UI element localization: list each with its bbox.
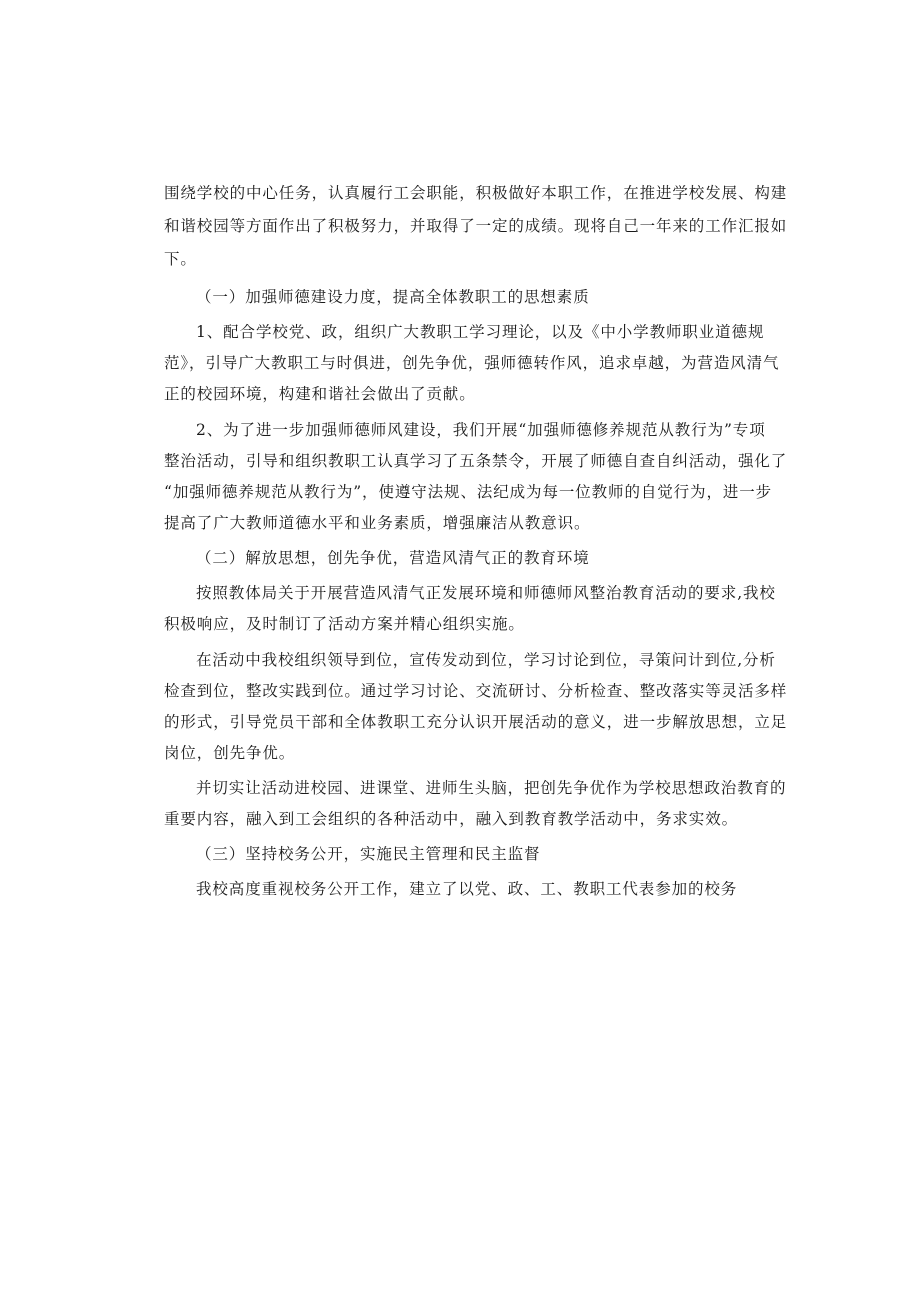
text-line: 并切实让活动进校园、进课堂、进师生头脑，把创先争优作为学校思想政治教育的 (196, 779, 787, 797)
intro-paragraph (164, 183, 788, 270)
text-line: 2、为了进一步加强师德师风建设，我们开展“加强师德修养规范从教行为”专项 (196, 421, 766, 439)
text-line: 的形式，引导党员干部和全体教职工充分认识开展活动的意义，进一步解放思想，立足 (164, 713, 788, 731)
text-line: 重要内容，融入到工会组织的各种活动中，融入到教育教学活动中，务求实效。 (164, 810, 739, 828)
section-heading-2: （二）解放思想，创先争优，营造风清气正的教育环境 (196, 549, 590, 567)
item-1-paragraph (164, 322, 780, 405)
paragraph-3 (164, 583, 776, 635)
text-line: 检查到位，整改实践到位。通过学习讨论、交流研讨、分析检查、整改落实等灵活多样 (164, 682, 788, 700)
text-line: 提高了广大教师道德水平和业务素质，增强廉洁从教意识。 (164, 514, 591, 532)
paragraph-5 (164, 778, 787, 830)
paragraph-6 (164, 879, 756, 900)
text-line: 在活动中我校组织领导到位，宣传发动到位，学习讨论到位，寻策问计到位,分析 (196, 651, 776, 669)
paragraph-4 (164, 650, 788, 764)
text-line: 积极响应，及时制订了活动方案并精心组织实施。 (164, 615, 525, 633)
text-line: 按照教体局关于开展营造风清气正发展环境和师德师风整治教育活动的要求,我校 (196, 584, 776, 602)
text-line: 正的校园环境，构建和谐社会做出了贡献。 (164, 385, 476, 403)
document-body (164, 183, 788, 900)
text-line: 围绕学校的中心任务，认真履行工会职能，积极做好本职工作，在推进学校发展、构建 (164, 184, 788, 202)
text-line: 下。 (164, 250, 197, 268)
section-heading-3: （三）坚持校务公开，实施民主管理和民主监督 (196, 845, 541, 863)
text-line: 我校高度重视校务公开工作，建立了以党、政、工、教职工代表参加的校务 (196, 880, 738, 898)
text-line: 和谐校园等方面作出了积极努力，并取得了一定的成绩。现将自己一年来的工作汇报如 (164, 217, 788, 235)
section-heading-1: （一）加强师德建设力度，提高全体教职工的思想素质 (196, 288, 590, 306)
text-line: 岗位，创先争优。 (164, 744, 296, 762)
item-2-paragraph (164, 420, 788, 534)
text-line: 整治活动，引导和组织教职工认真学习了五条禁令，开展了师德自查自纠活动，强化了 (164, 452, 788, 470)
text-line: 范》，引导广大教职工与时俱进，创先争优，强师德转作风，追求卓越，为营造风清气 (164, 354, 780, 372)
text-line: “加强师德养规范从教行为”，使遵守法规、法纪成为每一位教师的自觉行为，进一步 (164, 483, 773, 501)
text-line: 1、配合学校党、政，组织广大教职工学习理论，以及《中小学教师职业道德规 (196, 323, 765, 341)
